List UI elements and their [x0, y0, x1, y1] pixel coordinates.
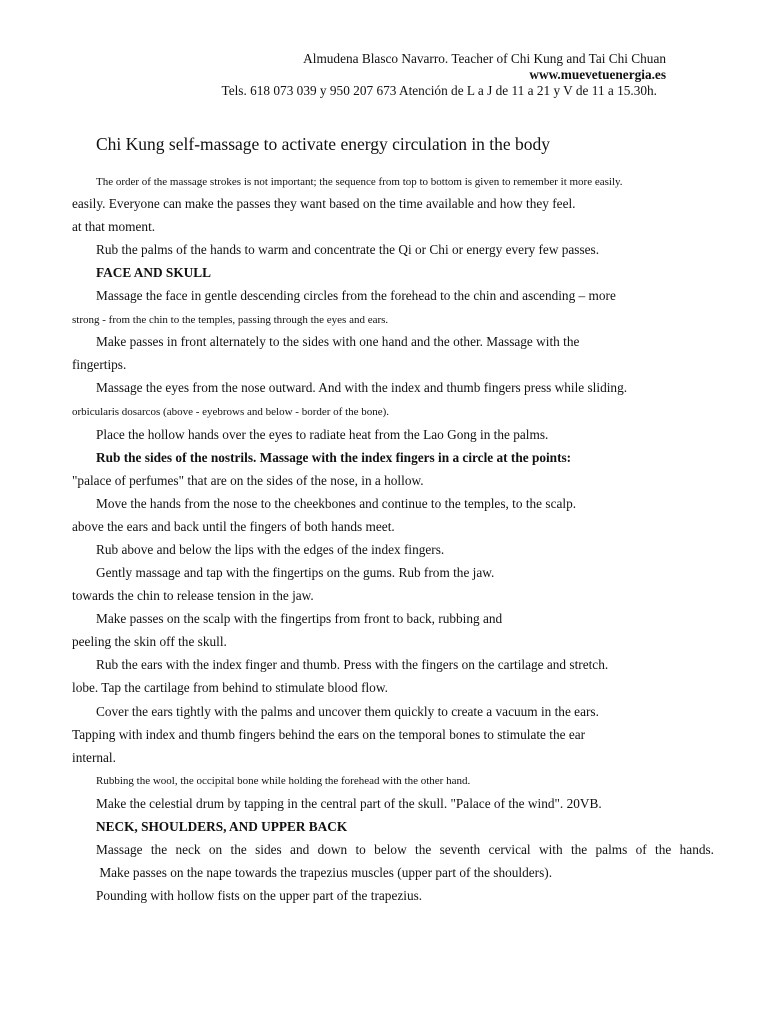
- text-line: Massage the eyes from the nose outward. And with the index and thumb fingers press while sliding.: [96, 380, 628, 395]
- text-line: easily. Everyone can make the passes they want based on the time available and how they feel.: [72, 196, 576, 211]
- text-line: fingertips.: [72, 357, 127, 372]
- text-line: peeling the skin off the skull.: [72, 634, 227, 649]
- text-line: Make passes on the nape towards the trapezius muscles (upper part of the shoulders).: [96, 865, 553, 880]
- text-line: above the ears and back until the fingers of both hands meet.: [72, 519, 395, 534]
- text-line: The order of the massage strokes is not important; the sequence from top to bottom is given to remember it more easily.: [96, 176, 623, 188]
- text-line: lobe. Tap the cartilage from behind to stimulate blood flow.: [72, 680, 388, 695]
- header-website[interactable]: www.muevetuenergia.es: [529, 67, 666, 82]
- text-line-bold: Rub the sides of the nostrils. Massage with the index fingers in a circle at the points:: [96, 450, 572, 465]
- text-line: Place the hollow hands over the eyes to radiate heat from the Lao Gong in the palms.: [96, 427, 549, 442]
- text-line: Make passes in front alternately to the sides with one hand and the other. Massage with the: [96, 334, 580, 349]
- text-line: Rubbing the wool, the occipital bone while holding the forehead with the other hand.: [96, 775, 471, 787]
- section-heading: FACE AND SKULL: [96, 265, 212, 280]
- text-line: Massage the neck on the sides and down to below the seventh cervical with the palms of the hands.: [96, 842, 714, 857]
- text-line: Massage the face in gentle descending circles from the forehead to the chin and ascending – more: [96, 288, 616, 303]
- text-line: "palace of perfumes" that are on the sides of the nose, in a hollow.: [72, 473, 424, 488]
- text-line: Make passes on the scalp with the fingertips from front to back, rubbing and: [96, 611, 503, 626]
- text-line: Tapping with index and thumb fingers behind the ears on the temporal bones to stimulate the ear: [72, 727, 586, 742]
- page-title: Chi Kung self-massage to activate energy circulation in the body: [96, 134, 551, 154]
- text-line: towards the chin to release tension in the jaw.: [72, 588, 314, 603]
- text-line: Move the hands from the nose to the cheekbones and continue to the temples, to the scalp.: [96, 496, 577, 511]
- text-line: Cover the ears tightly with the palms and uncover them quickly to create a vacuum in the ears.: [96, 704, 599, 719]
- text-line: internal.: [72, 750, 116, 765]
- text-line: Rub the palms of the hands to warm and concentrate the Qi or Chi or energy every few passes.: [96, 242, 600, 257]
- text-line: Rub the ears with the index finger and thumb. Press with the fingers on the cartilage and stretch.: [96, 657, 609, 672]
- section-heading: NECK, SHOULDERS, AND UPPER BACK: [96, 819, 348, 834]
- text-line: strong - from the chin to the temples, passing through the eyes and ears.: [72, 314, 389, 326]
- text-line: Gently massage and tap with the fingertips on the gums. Rub from the jaw.: [96, 565, 495, 580]
- text-line: Make the celestial drum by tapping in the central part of the skull. "Palace of the wind". 20VB.: [96, 796, 602, 811]
- header-author: Almudena Blasco Navarro. Teacher of Chi Kung and Tai Chi Chuan: [303, 51, 666, 66]
- text-line: Rub above and below the lips with the edges of the index fingers.: [96, 542, 445, 557]
- text-line: orbicularis dosarcos (above - eyebrows and below - border of the bone).: [72, 406, 390, 418]
- header-phones: Tels. 618 073 039 y 950 207 673 Atención de L a J de 11 a 21 y V de 11 a 15.30h.: [221, 83, 657, 98]
- text-line: at that moment.: [72, 219, 156, 234]
- text-line: Pounding with hollow fists on the upper part of the trapezius.: [96, 888, 423, 903]
